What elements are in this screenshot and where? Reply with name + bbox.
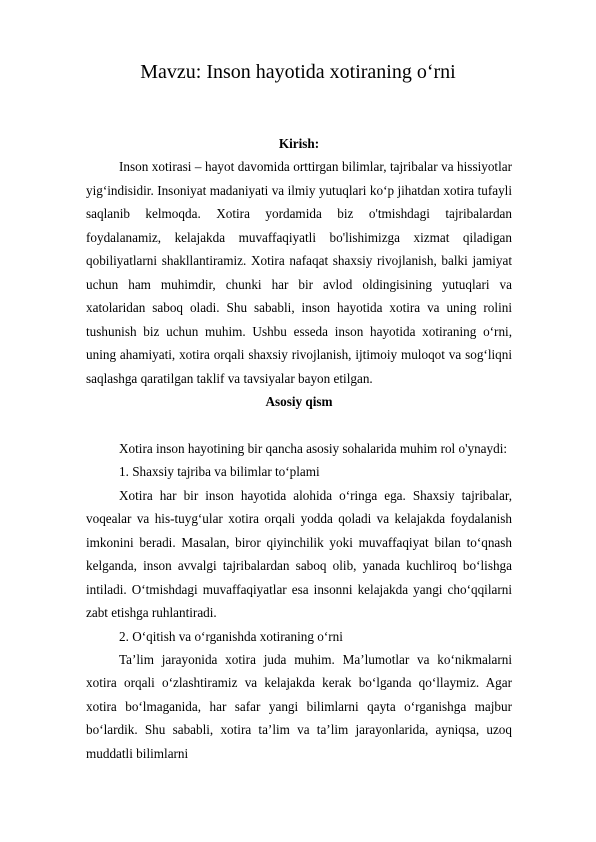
main-lead: Xotira inson hayotining bir qancha asosiy sohalarida muhim rol o'ynaydi: — [119, 440, 508, 456]
document-title-text: Mavzu: Inson hayotida xotiraning o‘rni — [140, 61, 456, 83]
spacer — [86, 413, 512, 436]
section-2-paragraph: Ta’lim jarayonida xotira juda muhim. Ma’lumotlar va ko‘nikmalarni xotira orqali o‘zlashtiramiz va kelajakda kerak bo‘lganda qo‘llaymiz. Agar xotira bo‘lmaganida, har safar yangi bilimlarni qayta o‘rganishga majbur bo‘lardik. Shu sababli, xotira ta’lim va ta’lim jarayonlarida, ayniqsa, uzoq muddatli bilimlarni — [86, 651, 512, 761]
main-heading: Asosiy qism — [265, 393, 333, 409]
section-1-title: 1. Shaxsiy tajriba va bilimlar to‘plami — [119, 464, 320, 480]
intro-paragraph: Inson xotirasi – hayot davomida orttirgan bilimlar, tajribalar va hissiyotlar yig‘indisidir. Insoniyat madaniyati va ilmiy yutuqlari ko‘p jihatdan xotira tufayli saqlanib kelmoqda. Xotira yordamida biz o'tmishdagi tajribalardan foydalanamiz, kelajakda muvaffaqiyatli bo'lishimizga xizmat qiladigan qobiliyatlarni shakllantiramiz. Xotira nafaqat shaxsiy rivojlanish, balki jamiyat uchun ham muhimdir, chunki har bir avlod oldingisining yutuqlari va xatolaridan saboq oladi. Shu sababli, inson hayotida xotira va uning rolini tushunish biz uchun muhim. Ushbu esseda inson hayotida xotiraning o‘rni, uning ahamiyati, xotira orqali shaxsiy rivojlanish, ijtimoiy muloqot va sog‘liqni saqlashga qaratilgan taklif va tavsiyalar bayon etilgan. — [86, 159, 512, 386]
section-1-paragraph: Xotira har bir inson hayotida alohida o‘ringa ega. Shaxsiy tajribalar, voqealar va his-tuyg‘ular xotira orqali yodda qoladi va kelajakda foydalanish imkonini beradi. Masalan, biror qiyinchilik yoki muvaffaqiyat bilan to‘qnash kelganda, inson avvalgi tajribalardan saboq olib, yanada kuchliroq bo‘lishga intiladi. O‘tmishdagi muvaffaqiyatlar esa insonni kelajakda yangi cho‘qqilarni zabt etishga ruhlantiradi. — [86, 487, 512, 621]
document-title — [0, 58, 596, 86]
document-body — [86, 132, 512, 765]
intro-heading: Kirish: — [278, 136, 320, 151]
section-2-title: 2. O‘qitish va o‘rganishda xotiraning o‘rni — [119, 628, 343, 644]
